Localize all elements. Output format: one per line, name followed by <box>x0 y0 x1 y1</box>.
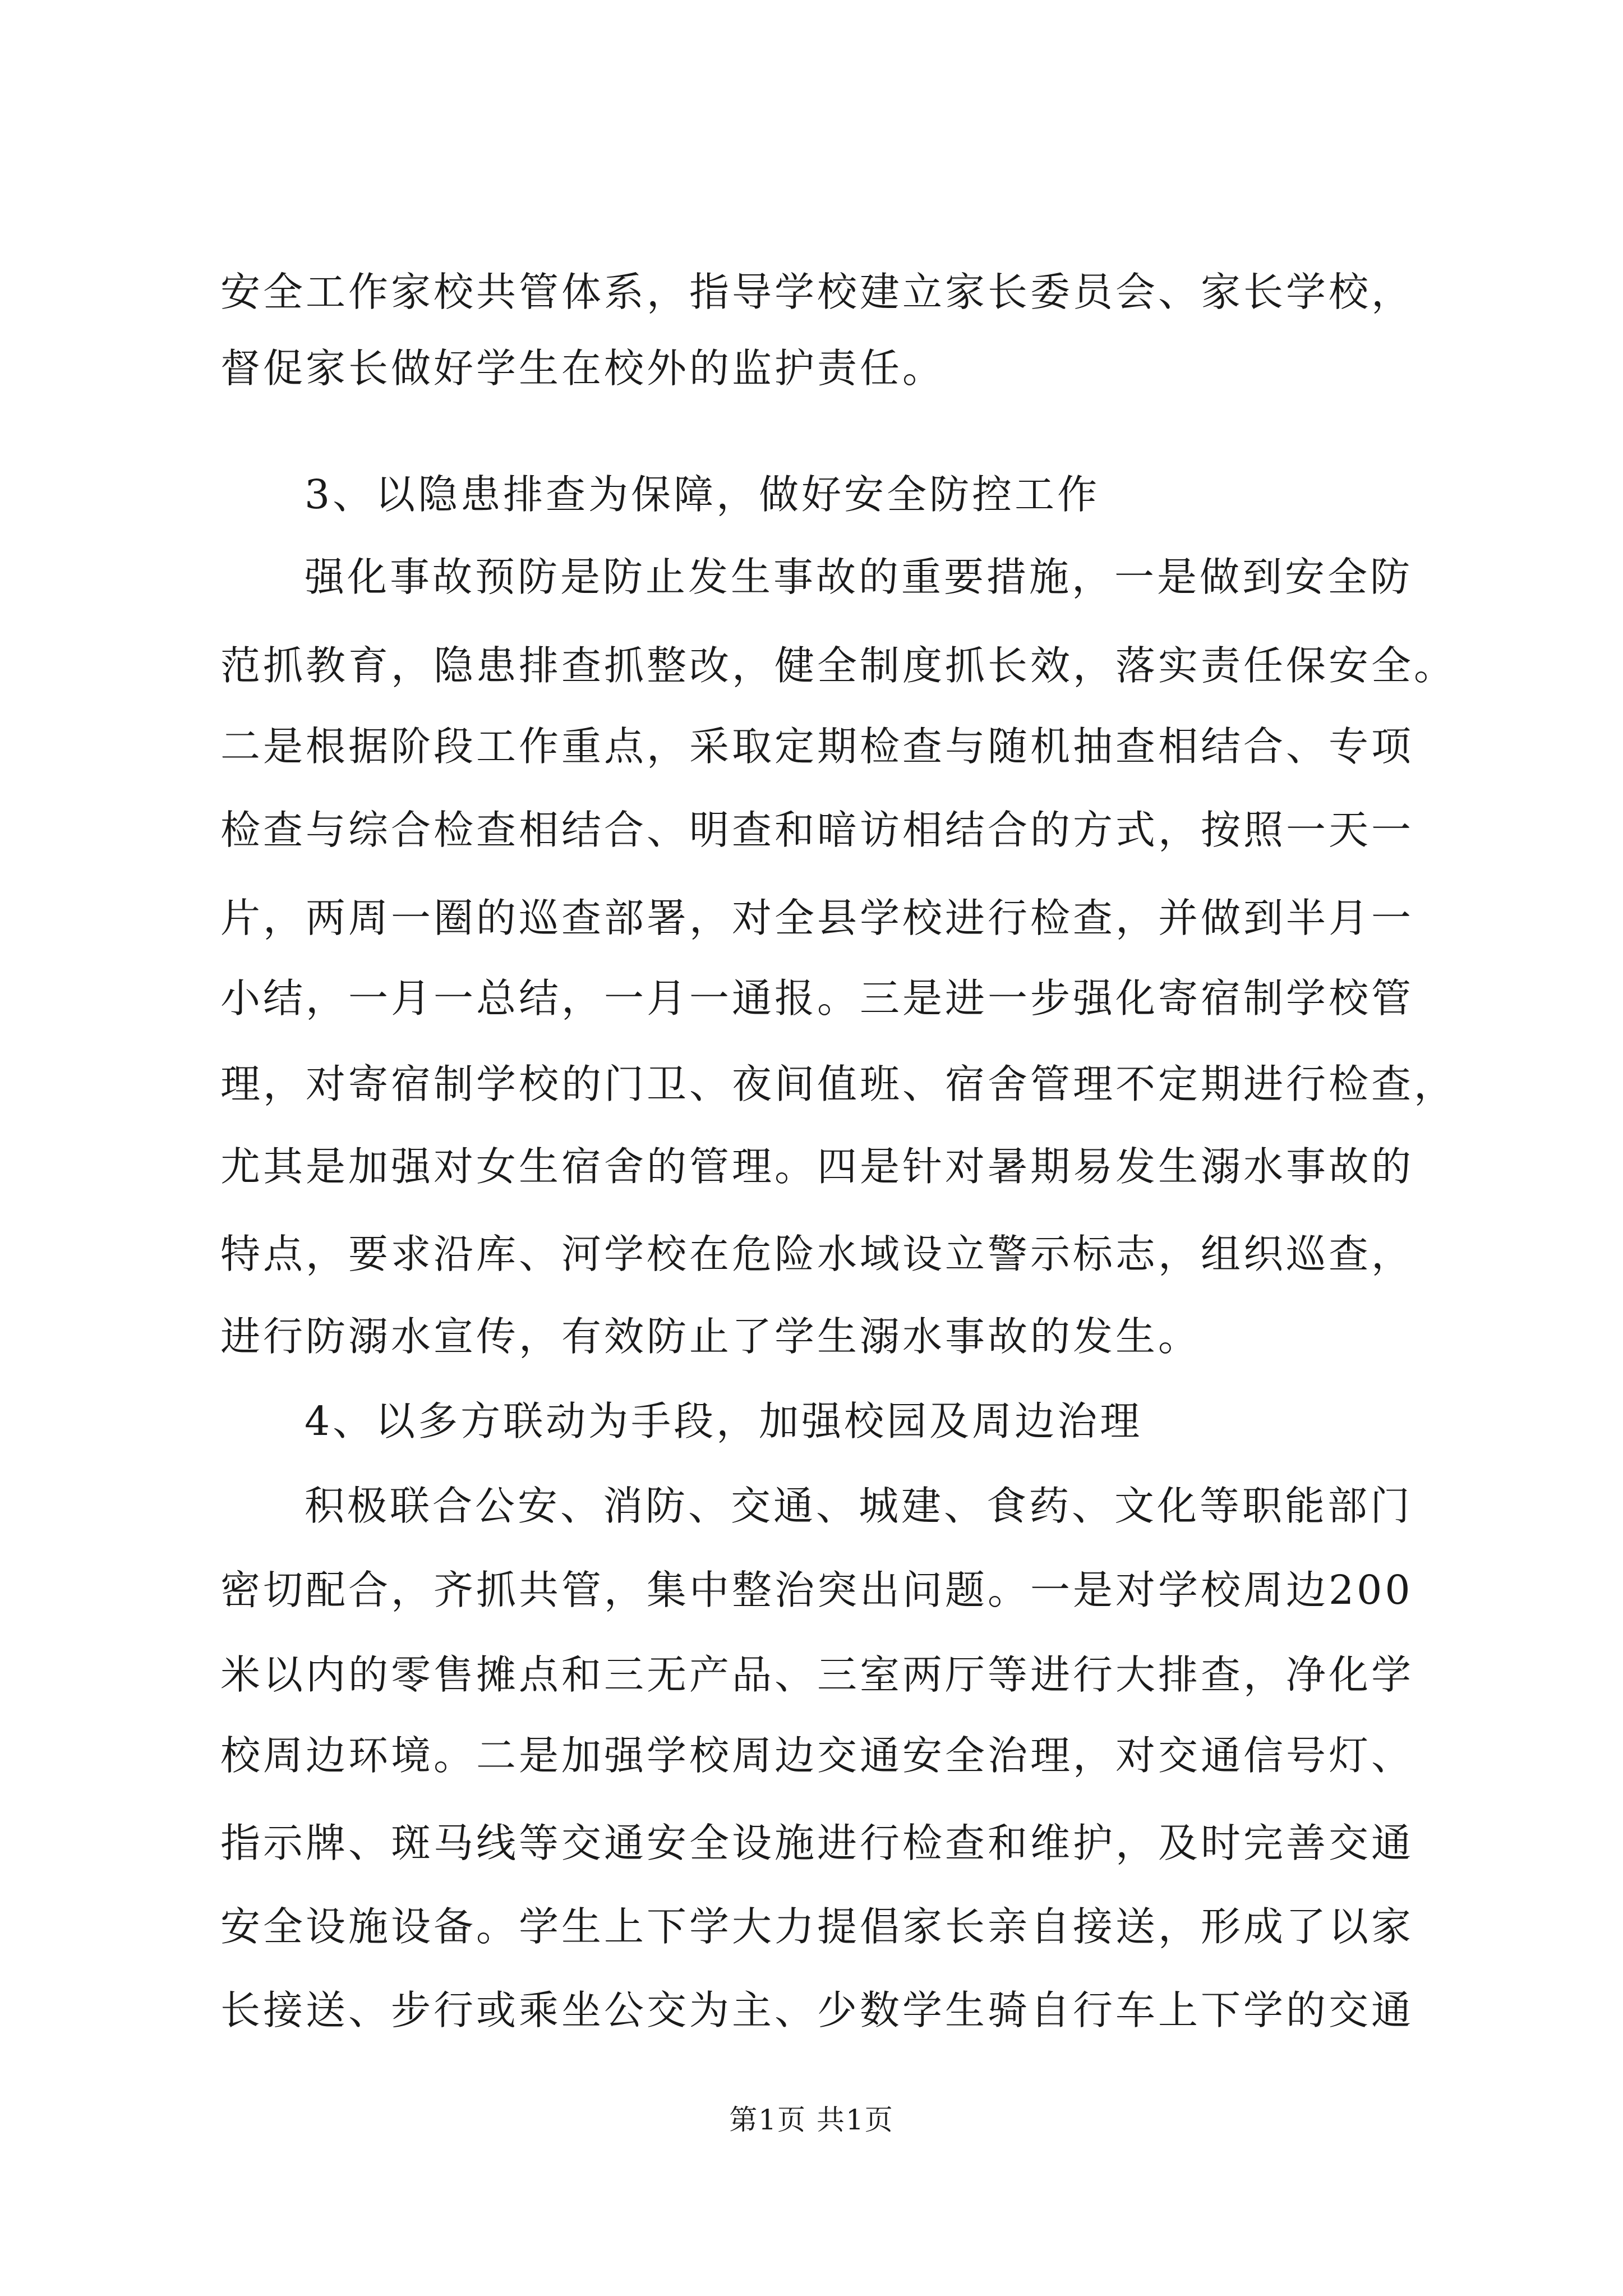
text-line: 校周边环境。二是加强学校周边交通安全治理，对交通信号灯、 <box>220 1732 1414 1779</box>
text-line: 二是根据阶段工作重点，采取定期检查与随机抽查相结合、专项 <box>220 723 1414 770</box>
section-heading: 3、以隐患排查为保障，做好安全防控工作 <box>305 471 1100 518</box>
text-line: 进行防溺水宣传，有效防止了学生溺水事故的发生。 <box>220 1313 1201 1360</box>
text-line: 范抓教育，隐患排查抓整改，健全制度抓长效，落实责任保安全。 <box>220 642 1457 689</box>
text-line: 密切配合，齐抓共管，集中整治突出问题。一是对学校周边200 <box>220 1567 1413 1613</box>
text-line: 长接送、步行或乘坐公交为主、少数学生骑自行车上下学的交通 <box>220 1987 1414 2033</box>
paragraph-first-line: 积极联合公安、消防、交通、城建、食药、文化等职能部门 <box>305 1483 1413 1529</box>
section-heading: 4、以多方联动为手段，加强校园及周边治理 <box>305 1398 1143 1444</box>
text-line: 小结，一月一总结，一月一通报。三是进一步强化寄宿制学校管 <box>220 975 1414 1022</box>
paragraph-first-line: 强化事故预防是防止发生事故的重要措施，一是做到安全防 <box>305 554 1413 600</box>
text-line: 督促家长做好学生在校外的监护责任。 <box>220 345 946 392</box>
text-line: 安全工作家校共管体系，指导学校建立家长委员会、家长学校， <box>220 269 1414 315</box>
text-line: 特点，要求沿库、河学校在危险水域设立警示标志，组织巡查， <box>220 1231 1414 1277</box>
text-line: 尤其是加强对女生宿舍的管理。四是针对暑期易发生溺水事故的 <box>220 1143 1414 1190</box>
text-line: 安全设施设备。学生上下学大力提倡家长亲自接送，形成了以家 <box>220 1903 1414 1950</box>
page-footer: 第1页 共1页 <box>729 2104 894 2136</box>
text-line: 理，对寄宿制学校的门卫、夜间值班、宿舍管理不定期进行检查， <box>220 1061 1457 1107</box>
text-line: 米以内的零售摊点和三无产品、三室两厅等进行大排查，净化学 <box>220 1651 1414 1698</box>
text-line: 指示牌、斑马线等交通安全设施进行检查和维护，及时完善交通 <box>220 1820 1414 1866</box>
text-line: 检查与综合检查相结合、明查和暗访相结合的方式，按照一天一 <box>220 807 1414 853</box>
text-line: 片，两周一圈的巡查部署，对全县学校进行检查，并做到半月一 <box>220 895 1414 941</box>
